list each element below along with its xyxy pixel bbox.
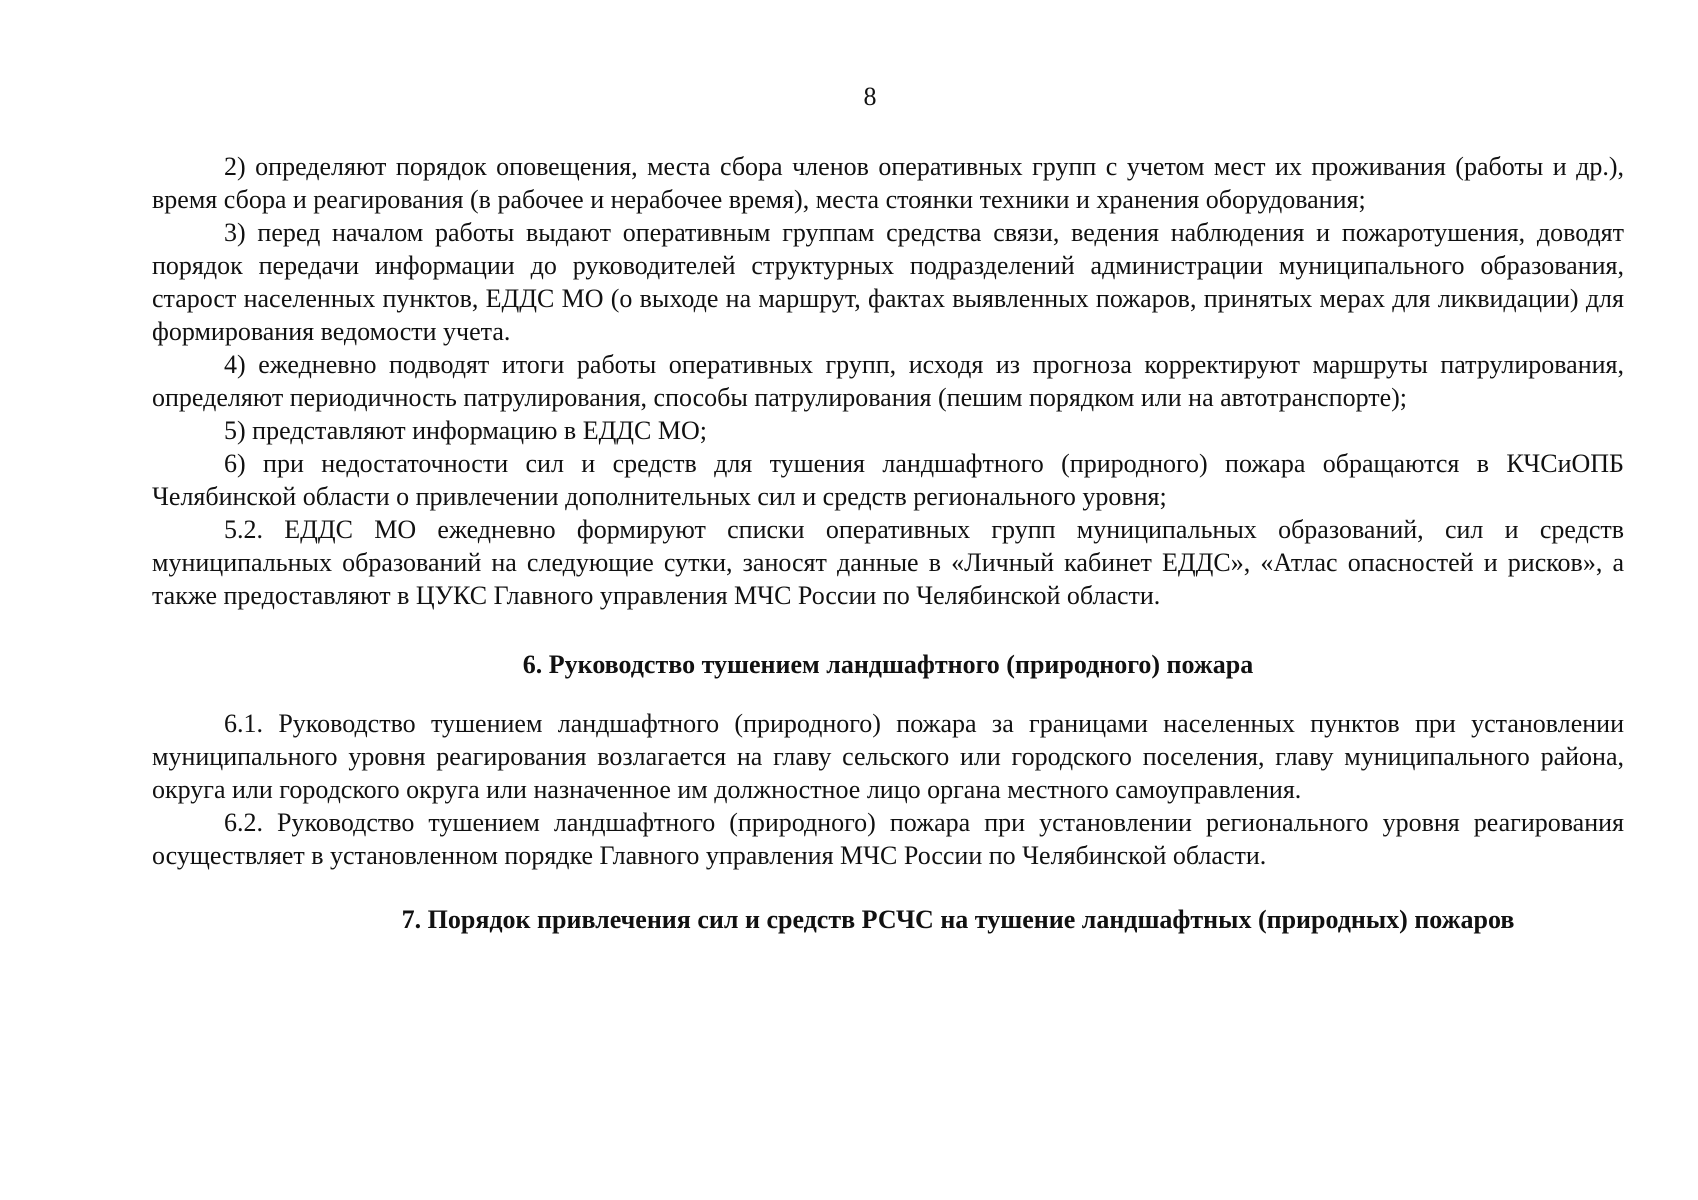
paragraph-6-2: 6.2. Руководство тушением ландшафтного (природного) пожара при установлении регионального уровня реагирования осуществляет в установленном порядке Главного управления МЧС России по Челябинской области. xyxy=(152,808,1624,870)
spacer xyxy=(152,681,1624,707)
paragraph-item-2: 2) определяют порядок оповещения, места сбора членов оперативных групп с учетом мест их проживания (работы и др.), время сбора и реагирования (в рабочее и нерабочее время), места стоянки техники и хранения оборудования; xyxy=(152,152,1624,214)
paragraph-6-1: 6.1. Руководство тушением ландшафтного (природного) пожара за границами населенных пунктов при установлении муниципального уровня реагирования возлагается на главу сельского или городского поселения, главу муниципального района, округа или городского округа или назначенное им должностное лицо органа местного самоуправления. xyxy=(152,709,1624,804)
paragraph-item-4: 4) ежедневно подводят итоги работы оперативных групп, исходя из прогноза корректируют маршруты патрулирования, определяют периодичность патрулирования, способы патрулирования (пешим порядком или на автотранспорте); xyxy=(152,350,1624,412)
document-body xyxy=(152,150,1624,936)
spacer xyxy=(152,872,1624,903)
paragraph-item-6: 6) при недостаточности сил и средств для тушения ландшафтного (природного) пожара обращаются в КЧСиОПБ Челябинской области о привлечении дополнительных сил и средств регионального уровня; xyxy=(152,449,1624,511)
paragraph-item-5: 5) представляют информацию в ЕДДС МО; xyxy=(224,416,708,445)
paragraph-5-2: 5.2. ЕДДС МО ежедневно формируют списки оперативных групп муниципальных образований, сил и средств муниципальных образований на следующие сутки, заносят данные в «Личный кабинет ЕДДС», «Атлас опасностей и рисков», а также предоставляют в ЦУКС Главного управления МЧС России по Челябинской области. xyxy=(152,515,1624,610)
page-number: 8 xyxy=(863,82,877,111)
paragraph-item-3: 3) перед началом работы выдают оперативным группам средства связи, ведения наблюдения и пожаротушения, доводят порядок передачи информации до руководителей структурных подразделений администрации муниципального образования, старост населенных пунктов, ЕДДС МО (о выходе на маршрут, фактах выявленных пожаров, принятых мерах для ликвидации) для формирования ведомости учета. xyxy=(152,218,1624,346)
section-6-heading: 6. Руководство тушением ландшафтного (природного) пожара xyxy=(522,650,1254,679)
spacer xyxy=(152,612,1624,648)
section-7-heading: 7. Порядок привлечения сил и средств РСЧС на тушение ландшафтных (природных) пожаров xyxy=(401,905,1515,934)
